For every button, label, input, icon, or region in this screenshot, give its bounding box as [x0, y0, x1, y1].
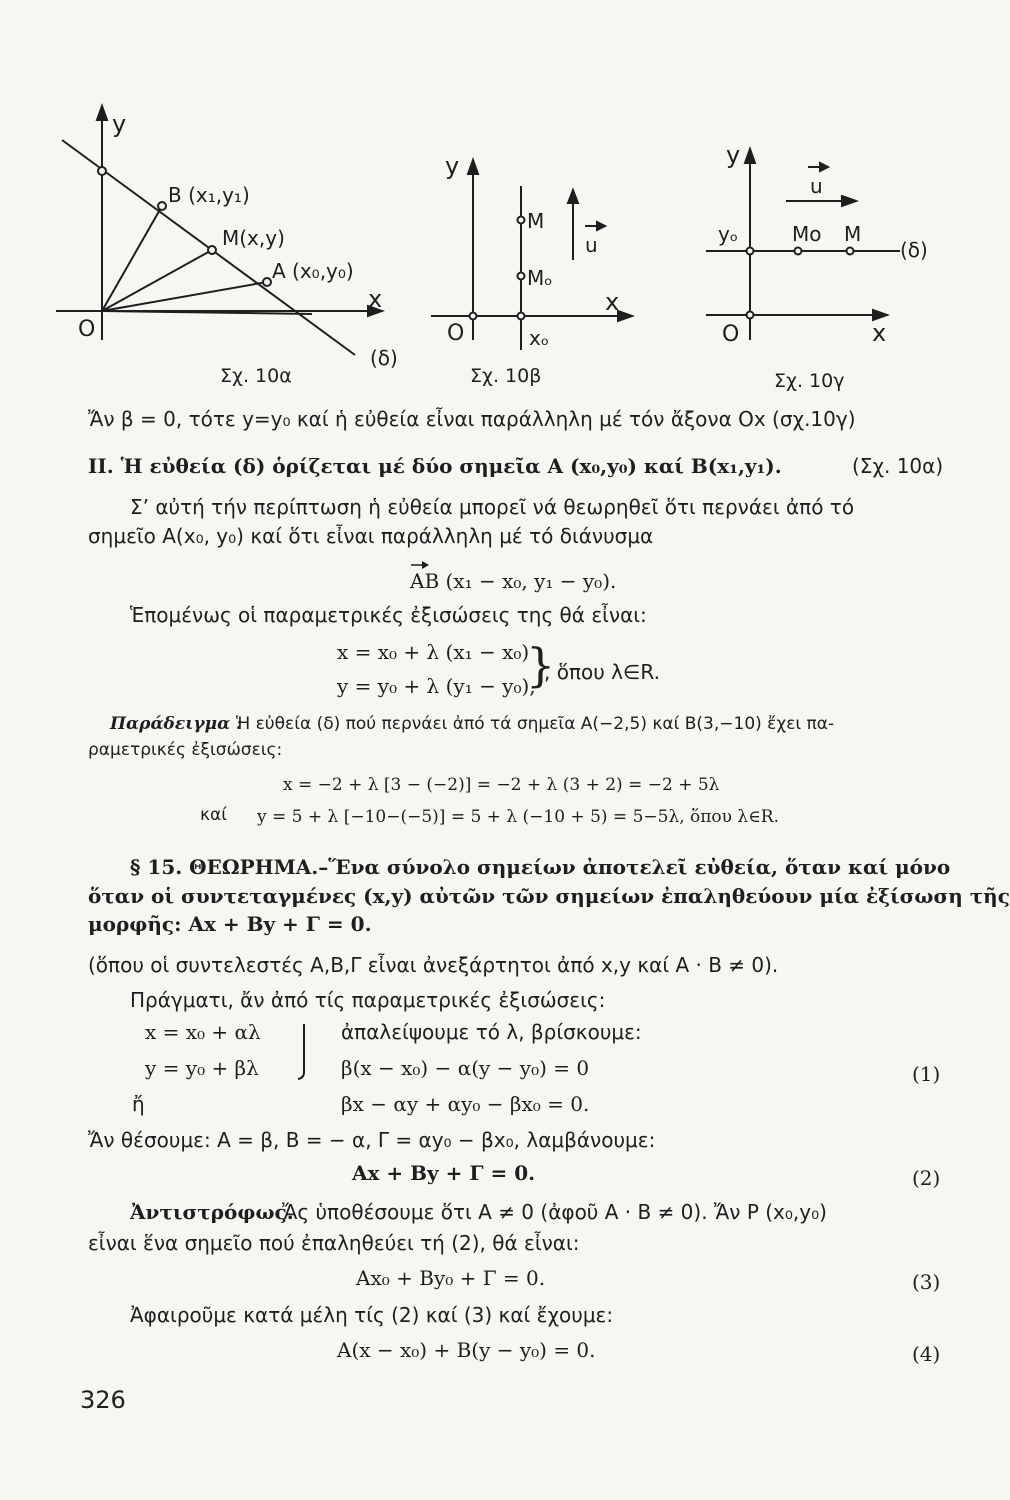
- equation-4-number: (4): [912, 1342, 941, 1366]
- fig-c-line-label: (δ): [900, 238, 928, 262]
- fig-a-y-label: y: [112, 110, 127, 138]
- equation-1: β(x − x₀) − α(y − y₀) = 0: [341, 1056, 590, 1080]
- conversely-label: Ἀντιστρόφως.: [130, 1200, 294, 1224]
- theorem-line: § 15. ΘΕΩΡΗΜΑ.–Ἕνα σύνολο σημείων ἀποτελεῖ εὐθεία, ὅταν καί μόνο: [130, 855, 951, 879]
- page-number: 326: [80, 1386, 126, 1414]
- brace: }: [526, 638, 556, 692]
- point-m-marker: [208, 246, 216, 254]
- point-y-marker: [98, 167, 106, 175]
- fig-b-point-m0: Mₒ: [527, 266, 553, 290]
- vector-u-arrow: [568, 190, 578, 203]
- fig-c-point-m: M: [844, 222, 862, 246]
- example-text: ραμετρικές ἐξισώσεις:: [88, 740, 283, 760]
- origin-marker: [747, 312, 754, 319]
- point-m-marker: [847, 248, 854, 255]
- y-axis-arrow: [468, 160, 478, 174]
- point-b-marker: [158, 202, 166, 210]
- theorem-line: ὅταν οἱ συντεταγμένες (x,y) αὐτῶν τῶν σημείων ἐπαληθεύουν μία ἐξίσωση τῆς: [88, 884, 1010, 908]
- fig-b-x-label: x: [605, 288, 620, 316]
- param-x: x = x₀ + αλ: [145, 1020, 261, 1044]
- fig-b-point-m: M: [527, 209, 545, 233]
- paragraph-line: Πράγματι, ἄν ἀπό τίς παραμετρικές ἐξισώσεις:: [130, 988, 606, 1012]
- y0-marker: [747, 248, 754, 255]
- example-text: Ἡ εὐθεία (δ) πού περνάει ἀπό τά σημεῖα Α(−2,5) καί Β(3,−10) ἔχει πα-: [236, 714, 835, 734]
- vector-ab: AB (x₁ − x₀, y₁ − y₀).: [410, 569, 617, 593]
- eliminate-text: ἀπαλείψουμε τό λ, βρίσκουμε:: [341, 1020, 642, 1044]
- example-label: Παράδειγμα :: [110, 714, 243, 734]
- y-axis-arrow: [97, 106, 107, 120]
- point-a-marker: [263, 278, 271, 286]
- fig-b-x0-label: xₒ: [529, 326, 550, 350]
- line-beta-zero: Ἄν β = 0, τότε y=y₀ καί ἡ εὐθεία εἶναι παράλληλη μέ τόν ἄξονα Οx (σχ.10γ): [88, 407, 856, 431]
- paragraph-line: Ἑπομένως οἱ παραμετρικές ἐξισώσεις της θά εἶναι:: [130, 603, 647, 627]
- figure-10a: [50, 100, 398, 387]
- fig-a-x-label: x: [368, 285, 383, 313]
- fig-c-vector-label: u: [810, 174, 823, 198]
- x-axis-arrow: [618, 311, 632, 321]
- fig-a-line-label: (δ): [370, 346, 398, 370]
- example-eq-x: x = −2 + λ [3 − (−2)] = −2 + λ (3 + 2) = −2 + 5λ: [283, 775, 720, 795]
- fig-b-y-label: y: [445, 152, 460, 180]
- fig-c-y-label: y: [726, 141, 741, 169]
- figure-10b: [425, 140, 635, 390]
- fig-b-origin: O: [447, 321, 465, 346]
- equation-1b: βx − αy + αy₀ − βx₀ = 0.: [341, 1092, 590, 1116]
- param-eq-x: x = x₀ + λ (x₁ − x₀): [337, 640, 530, 664]
- param-eq-where: , ὅπου λ∈R.: [544, 660, 660, 684]
- param-y: y = y₀ + βλ: [145, 1056, 259, 1080]
- vector-u-arrow: [842, 196, 856, 206]
- point-m-marker: [518, 217, 525, 224]
- equation-4: A(x − x₀) + B(y − y₀) = 0.: [337, 1338, 596, 1362]
- y-axis-arrow: [745, 149, 755, 163]
- param-eq-y: y = y₀ + λ (y₁ − y₀),: [337, 674, 536, 698]
- fig-a-point-a: A (x₀,y₀): [272, 259, 354, 283]
- fig-c-point-m0: Mo: [792, 222, 822, 246]
- u-bar-arrow: [597, 222, 605, 230]
- fig-c-caption: Σχ. 10γ: [774, 370, 845, 392]
- fig-c-y0-label: yₒ: [718, 222, 739, 246]
- equation-3-number: (3): [912, 1270, 941, 1294]
- point-m0-marker: [518, 273, 525, 280]
- paragraph-line: σημεῖο Α(x₀, y₀) καί ὅτι εἶναι παράλληλη μέ τό διάνυσμα: [88, 524, 654, 548]
- paragraph-line: εἶναι ἕνα σημεῖο πού ἐπαληθεύει τή (2), θά εἶναι:: [88, 1231, 580, 1255]
- fig-a-caption: Σχ. 10α: [220, 365, 292, 387]
- u-bar-arrow: [820, 163, 828, 171]
- paragraph-line: Σ’ αὐτή τήν περίπτωση ἡ εὐθεία μπορεῖ νά θεωρηθεῖ ὅτι περνάει ἀπό τό: [130, 495, 855, 519]
- equation-3: Ax₀ + By₀ + Γ = 0.: [356, 1266, 546, 1290]
- or-word: ἤ: [132, 1092, 145, 1116]
- conversely-text: Ἄς ὑποθέσουμε ὅτι Α ≠ 0 (ἀφοῦ Α · Β ≠ 0). Ἄν Ρ (x₀,y₀): [282, 1200, 827, 1224]
- equation-1-number: (1): [912, 1062, 941, 1086]
- example-and: καί: [200, 805, 227, 825]
- fig-a-origin: O: [78, 317, 96, 342]
- section-ii-heading: ΙΙ. Ἡ εὐθεία (δ) ὁρίζεται μέ δύο σημεῖα Α (x₀,y₀) καί Β(x₁,y₁).: [88, 454, 782, 478]
- theorem-line: μορφῆς: Ax + By + Γ = 0.: [88, 912, 372, 936]
- substitution-line: Ἄν θέσουμε: Α = β, Β = − α, Γ = αy₀ − βx₀, λαμβάνουμε:: [88, 1128, 656, 1152]
- equation-2: Ax + By + Γ = 0.: [352, 1161, 536, 1185]
- x0-marker: [518, 313, 525, 320]
- equation-2-number: (2): [912, 1166, 941, 1190]
- example-eq-y: y = 5 + λ [−10−(−5)] = 5 + λ (−10 + 5) = 5−5λ, ὅπου λ∈R.: [257, 807, 779, 827]
- figure-10c: [700, 135, 940, 395]
- fig-c-x-label: x: [872, 319, 887, 347]
- coefficients-note: (ὅπου οἱ συντελεστές Α,Β,Γ εἶναι ἀνεξάρτητοι ἀπό x,y καί Α · Β ≠ 0).: [88, 953, 779, 977]
- paragraph-line: Ἀφαιροῦμε κατά μέλη τίς (2) καί (3) καί ἔχουμε:: [130, 1303, 614, 1327]
- fig-a-point-m: M(x,y): [222, 226, 285, 250]
- point-m0-marker: [795, 248, 802, 255]
- section-ii-figure-ref: (Σχ. 10α): [852, 454, 944, 478]
- fig-a-point-b: B (x₁,y₁): [168, 183, 250, 207]
- fig-b-vector-label: u: [585, 233, 598, 257]
- bracket: [296, 1022, 310, 1080]
- fig-c-origin: O: [722, 322, 740, 347]
- origin-marker: [470, 313, 477, 320]
- fig-b-caption: Σχ. 10β: [470, 365, 542, 387]
